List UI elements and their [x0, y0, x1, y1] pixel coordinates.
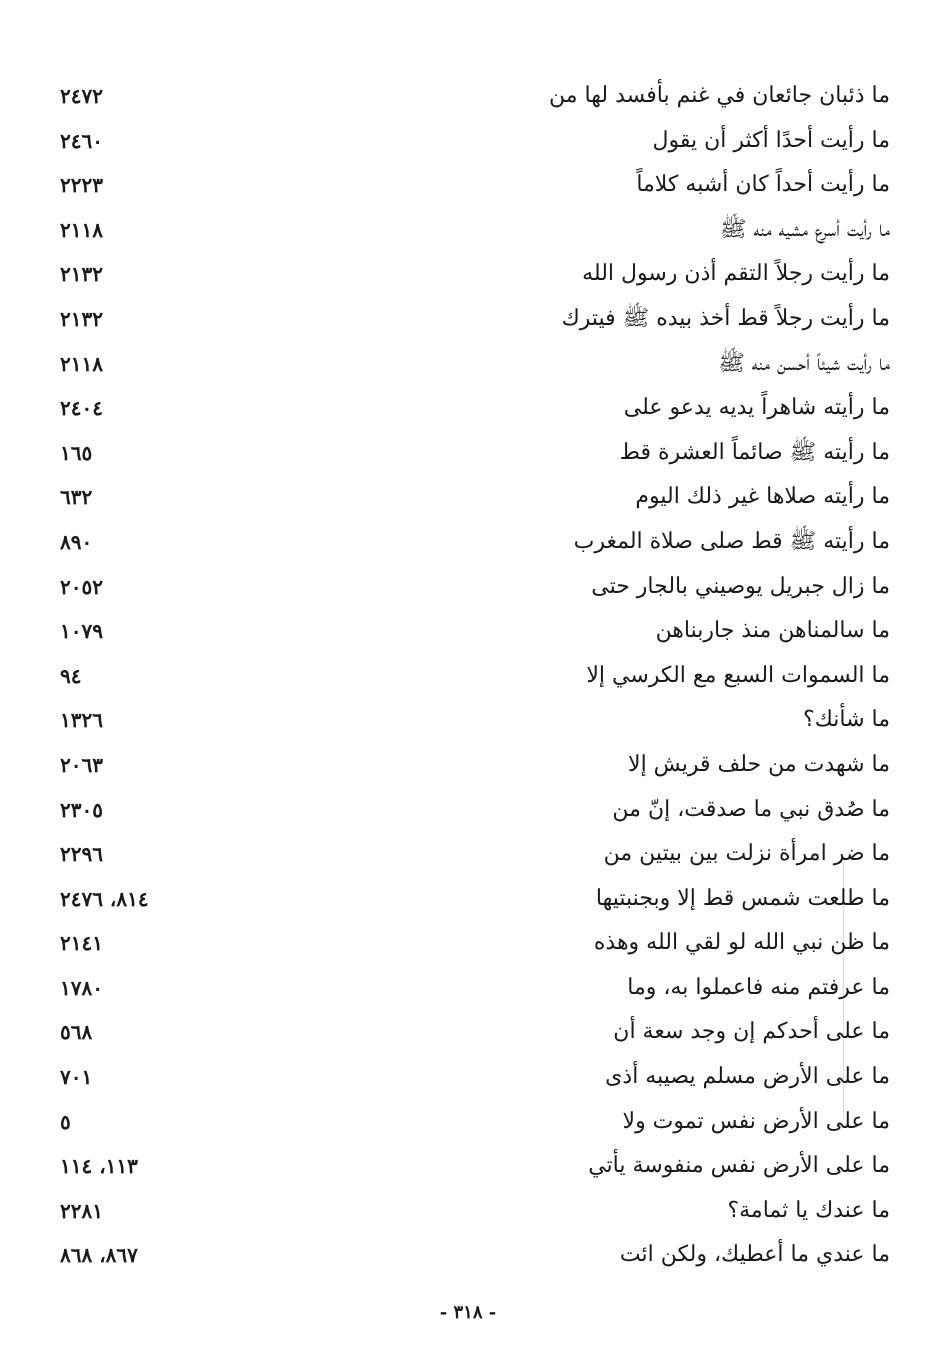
entry-text: ما رأيت شيئاً أحسن منه ﷺ: [718, 350, 890, 376]
entry-reference-numbers: ٢١٤١: [60, 931, 103, 956]
entry-reference-numbers: ٢١١٨: [60, 351, 103, 376]
entry-text: ما ذئبان جائعان في غنم بأفسد لها من: [549, 83, 890, 108]
entry-reference-numbers: ١٠٧٩: [60, 619, 103, 644]
entry-reference-numbers: ١٧٨٠: [60, 975, 103, 1000]
index-entry-row: [60, 966, 890, 1011]
entry-reference-numbers: ٨٦٧، ٨٦٨: [60, 1243, 138, 1268]
entry-text: ما السموات السبع مع الكرسي إلا: [586, 662, 890, 688]
index-entry-row: [60, 208, 890, 253]
page-number: - ٣١٨ -: [439, 1302, 497, 1323]
entry-text: ما صُدق نبي ما صدقت، إنّ من: [612, 796, 890, 822]
entry-text: ما رأيته صلاها غير ذلك اليوم: [635, 484, 890, 510]
index-entry-row: [60, 698, 890, 743]
index-entry-row: [60, 877, 890, 922]
entry-reference-numbers: ١٣٢٦: [60, 708, 103, 733]
entry-reference-numbers: ٢٢٩٦: [60, 842, 103, 867]
index-entry-row: [60, 743, 890, 788]
entry-reference-numbers: ٢٤٧٢: [60, 84, 103, 108]
index-entry-row: [60, 565, 890, 610]
entry-reference-numbers: ٨١٤، ٢٤٧٦: [60, 886, 149, 911]
entry-text: ما على الأرض نفس تموت ولا: [622, 1108, 890, 1134]
entry-text: ما رأيت أحداً كان أشبه كلاماً: [636, 172, 890, 198]
index-entry-row: [60, 119, 890, 164]
entry-reference-numbers: ٢١١٨: [60, 217, 103, 242]
entry-text: ما على أحدكم إن وجد سعة أن: [613, 1019, 890, 1045]
index-entry-row: [60, 1189, 890, 1234]
index-entry-row: [60, 431, 890, 476]
index-entry-row: [60, 297, 890, 342]
index-entry-row: [60, 788, 890, 833]
entry-text: ما ظن نبي الله لو لقي الله وهذه: [593, 930, 890, 956]
index-entry-row: [60, 832, 890, 877]
entry-text: ما ضر امرأة نزلت بين بيتين من: [603, 841, 890, 867]
entry-reference-numbers: ١١٣، ١١٤: [60, 1154, 138, 1179]
entry-reference-numbers: ٢٠٦٣: [60, 752, 103, 777]
entry-reference-numbers: ٨٩٠: [60, 529, 93, 554]
entry-text: ما رأيته ﷺ قط صلى صلاة المغرب: [573, 528, 890, 554]
index-entry-row: [60, 1233, 890, 1278]
entry-text: ما سالمناهن منذ جاربناهن: [655, 618, 890, 644]
index-entry-row: [60, 252, 890, 297]
entry-reference-numbers: ٢٤٠٤: [60, 396, 103, 421]
entry-reference-numbers: ٩٤: [60, 663, 82, 688]
entry-text: ما شأنك؟: [803, 707, 890, 733]
entry-reference-numbers: ٢٢٢٣: [60, 173, 103, 198]
entry-text: ما على الأرض مسلم يصيبه أذى: [605, 1064, 890, 1090]
entry-text: ما رأيت أسرع مشيه منه ﷺ: [719, 216, 890, 242]
index-entry-row: [60, 1100, 890, 1145]
entry-reference-numbers: ٢٣٠٥: [60, 797, 103, 822]
index-entry-row: [60, 654, 890, 699]
index-entry-row: [60, 921, 890, 966]
index-entry-row: [60, 609, 890, 654]
entry-text: ما طلعت شمس قط إلا وبجنبتيها: [595, 885, 890, 911]
index-entry-row: [60, 163, 890, 208]
index-entry-row: [60, 1144, 890, 1189]
index-entry-row: [60, 342, 890, 387]
entry-reference-numbers: ٢٢٨١: [60, 1198, 103, 1223]
entry-text: ما على الأرض نفس منفوسة يأتي: [588, 1153, 890, 1179]
entry-text: ما رأيته شاهراً يديه يدعو على: [623, 395, 890, 421]
entry-reference-numbers: ١٦٥: [60, 440, 93, 465]
entry-reference-numbers: ٢٤٦٠: [60, 128, 103, 153]
entry-reference-numbers: ٢١٣٢: [60, 306, 103, 331]
hadith-index-list: [60, 74, 890, 1278]
entry-text: ما شهدت من حلف قريش إلا: [628, 751, 890, 777]
index-entry-row: [60, 386, 890, 431]
entry-reference-numbers: ٢١٣٢: [60, 262, 103, 287]
entry-text: ما رأيت أحدًا أكثر أن يقول: [652, 127, 890, 153]
index-entry-row: [60, 1010, 890, 1055]
entry-text: ما زال جبريل يوصيني بالجار حتى: [591, 573, 890, 599]
entry-text: ما عرفتم منه فاعملوا به، وما: [627, 974, 890, 1000]
entry-text: ما عندك يا ثمامة؟: [727, 1197, 890, 1223]
entry-reference-numbers: ٥٦٨: [60, 1020, 93, 1045]
entry-reference-numbers: ٦٣٢: [60, 485, 93, 510]
entry-reference-numbers: ٢٠٥٢: [60, 574, 103, 599]
index-entry-row: [60, 1055, 890, 1100]
entry-text: ما عندي ما أعطيك، ولكن ائت: [619, 1242, 890, 1268]
index-entry-row: [60, 74, 890, 119]
entry-text: ما رأيته ﷺ صائماً العشرة قط: [619, 439, 890, 465]
entry-text: ما رأيت رجلاً قط أخذ بيده ﷺ فيترك: [561, 305, 890, 331]
index-entry-row: [60, 520, 890, 565]
entry-reference-numbers: ٥: [60, 1109, 71, 1134]
entry-reference-numbers: ٧٠١: [60, 1065, 93, 1090]
entry-text: ما رأيت رجلاً التقم أذن رسول الله: [582, 261, 890, 287]
index-entry-row: [60, 475, 890, 520]
